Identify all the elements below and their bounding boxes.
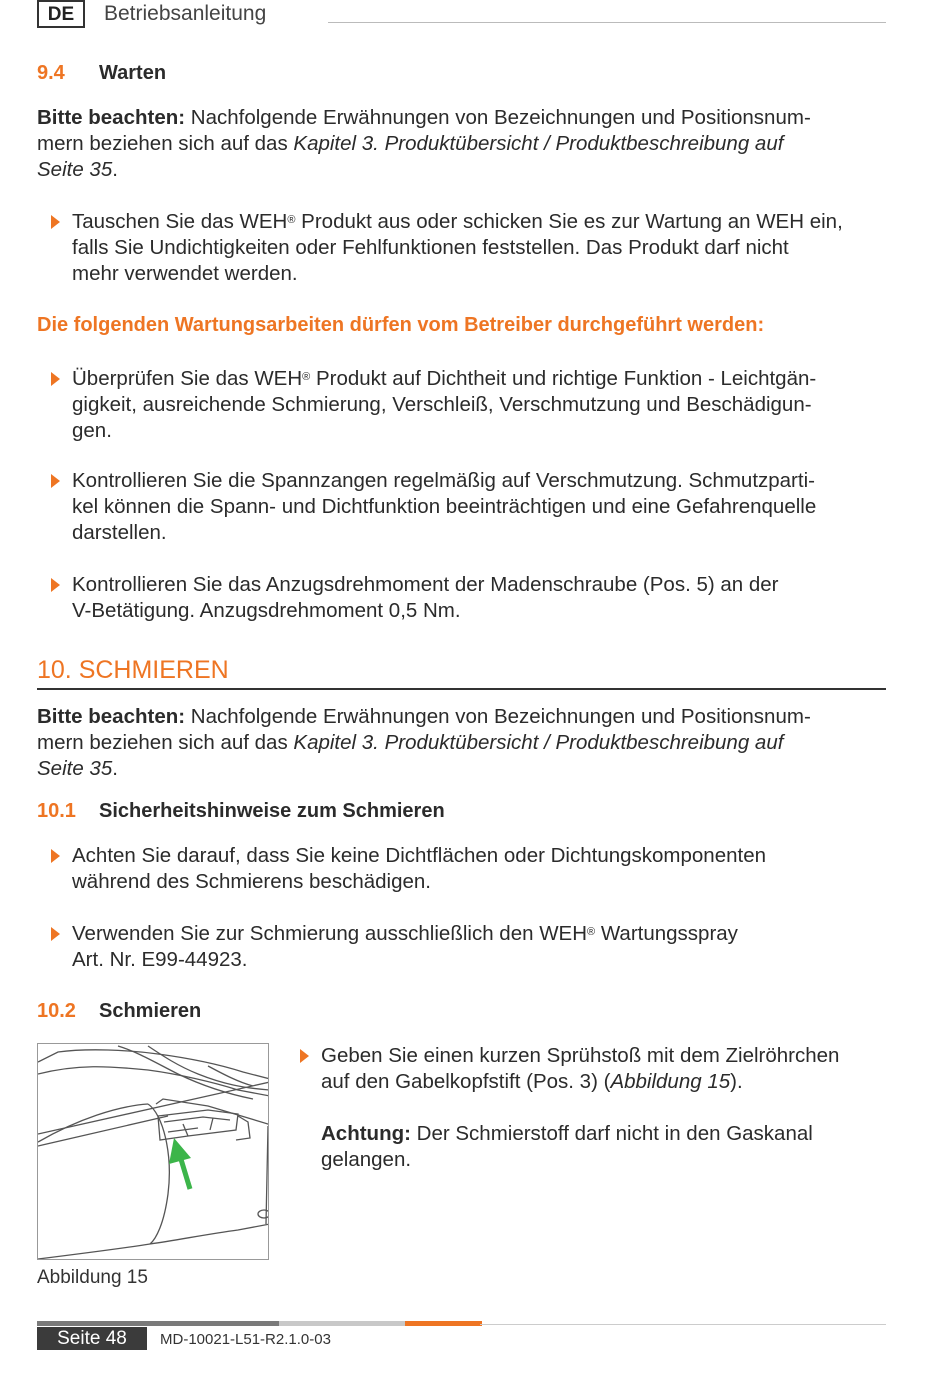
section-heading-10-2 <box>37 1000 201 1023</box>
section-heading-10-1 <box>37 800 445 823</box>
page-reference: Seite 35 <box>37 757 113 780</box>
note-label: Bitte beachten: <box>37 705 186 728</box>
header-divider <box>328 22 886 23</box>
section-number: 10.1 <box>37 800 76 822</box>
footer-divider <box>480 1324 886 1325</box>
bullet-arrow-icon <box>51 927 60 941</box>
registered-mark: ® <box>587 926 596 938</box>
operator-note: Die folgenden Wartungsarbeiten dürfen vom Betreiber durchgeführt werden: <box>37 314 765 336</box>
item-text: Verwenden Sie zur Schmierung ausschließlich den WEH <box>72 922 588 945</box>
item-text: Art. Nr. E99-44923. <box>72 948 248 971</box>
list-item <box>72 468 816 546</box>
green-arrow-icon <box>169 1138 191 1189</box>
item-text: Tauschen Sie das WEH <box>72 210 288 233</box>
list-item <box>72 572 779 624</box>
warning-text: gelangen. <box>321 1148 412 1171</box>
item-text: Geben Sie einen kurzen Sprühstoß mit dem Zielröhrchen <box>321 1044 840 1067</box>
section-number: 9.4 <box>37 62 65 84</box>
item-text: Kontrollieren Sie die Spannzangen regelmäßig auf Verschmutzung. Schmutzparti- <box>72 469 815 492</box>
item-text: gen. <box>72 419 112 442</box>
bullet-arrow-icon <box>51 578 60 592</box>
chapter-reference: Kapitel 3. Produktübersicht / Produktbeschreibung auf <box>293 731 784 754</box>
document-code: MD-10021-L51-R2.1.0-03 <box>160 1331 331 1348</box>
lubrication-point-illustration <box>38 1044 269 1260</box>
note-end: . <box>112 757 118 780</box>
item-text: Achten Sie darauf, dass Sie keine Dichtflächen oder Dichtungskomponenten <box>72 844 767 867</box>
bullet-arrow-icon <box>51 474 60 488</box>
note-end: . <box>112 158 118 181</box>
registered-mark: ® <box>302 371 311 383</box>
note-text: mern beziehen sich auf das <box>37 132 294 155</box>
section-title: Sicherheitshinweise zum Schmieren <box>99 800 445 822</box>
figure-15-image <box>37 1043 269 1260</box>
chapter-reference: Kapitel 3. Produktübersicht / Produktbeschreibung auf <box>293 132 784 155</box>
item-text: gigkeit, ausreichende Schmierung, Verschleiß, Verschmutzung und Beschädigun- <box>72 393 812 416</box>
item-text: Produkt auf Dichtheit und richtige Funktion - Leichtgän- <box>310 367 817 390</box>
item-text: Wartungsspray <box>595 922 738 945</box>
section-heading-9-4 <box>37 62 166 85</box>
item-text: darstellen. <box>72 521 167 544</box>
note-text: Nachfolgende Erwähnungen von Bezeichnungen und Positionsnum- <box>190 705 811 728</box>
item-text: während des Schmierens beschädigen. <box>72 870 431 893</box>
note-label: Bitte beachten: <box>37 106 186 129</box>
figure-caption: Abbildung 15 <box>37 1267 148 1288</box>
item-text: falls Sie Undichtigkeiten oder Fehlfunktionen feststellen. Das Produkt darf nicht <box>72 236 789 259</box>
document-title: Betriebsanleitung <box>104 2 267 25</box>
note-paragraph-10 <box>37 704 885 782</box>
warning-label: Achtung: <box>321 1122 411 1145</box>
item-text: mehr verwendet werden. <box>72 262 298 285</box>
footer-bar-accent <box>405 1321 482 1326</box>
chapter-heading: 10. SCHMIEREN <box>37 656 229 684</box>
section-number: 10.2 <box>37 1000 76 1022</box>
page-reference: Seite 35 <box>37 158 113 181</box>
item-text: Produkt aus oder schicken Sie es zur Wartung an WEH ein, <box>295 210 843 233</box>
item-text: V-Betätigung. Anzugsdrehmoment 0,5 Nm. <box>72 599 461 622</box>
list-item <box>72 843 766 895</box>
chapter-divider <box>37 688 886 690</box>
list-item <box>321 1043 839 1173</box>
item-text: auf den Gabelkopfstift (Pos. 3) ( <box>321 1070 611 1093</box>
warning-text: Der Schmierstoff darf nicht in den Gaskanal <box>410 1122 813 1145</box>
section-title: Warten <box>99 62 167 84</box>
item-text: kel können die Spann- und Dichtfunktion beeinträchtigen und eine Gefahrenquelle <box>72 495 817 518</box>
note-text: mern beziehen sich auf das <box>37 731 294 754</box>
note-paragraph-9-4 <box>37 105 885 183</box>
list-item <box>72 921 738 973</box>
note-text: Nachfolgende Erwähnungen von Bezeichnungen und Positionsnum- <box>190 106 811 129</box>
footer-bar-dark <box>37 1321 279 1326</box>
list-item <box>72 209 843 287</box>
item-text: ). <box>730 1070 743 1093</box>
bullet-arrow-icon <box>51 372 60 386</box>
registered-mark: ® <box>287 214 296 226</box>
list-item <box>72 366 816 444</box>
bullet-arrow-icon <box>300 1049 309 1063</box>
bullet-arrow-icon <box>51 215 60 229</box>
bullet-arrow-icon <box>51 849 60 863</box>
item-text: Kontrollieren Sie das Anzugsdrehmoment der Madenschraube (Pos. 5) an der <box>72 573 779 596</box>
section-title: Schmieren <box>99 1000 202 1022</box>
figure-reference: Abbildung 15 <box>610 1070 731 1093</box>
item-text: Überprüfen Sie das WEH <box>72 367 303 390</box>
footer-bar-light <box>279 1321 405 1326</box>
language-badge: DE <box>37 0 85 28</box>
page-number: Seite 48 <box>37 1327 147 1350</box>
